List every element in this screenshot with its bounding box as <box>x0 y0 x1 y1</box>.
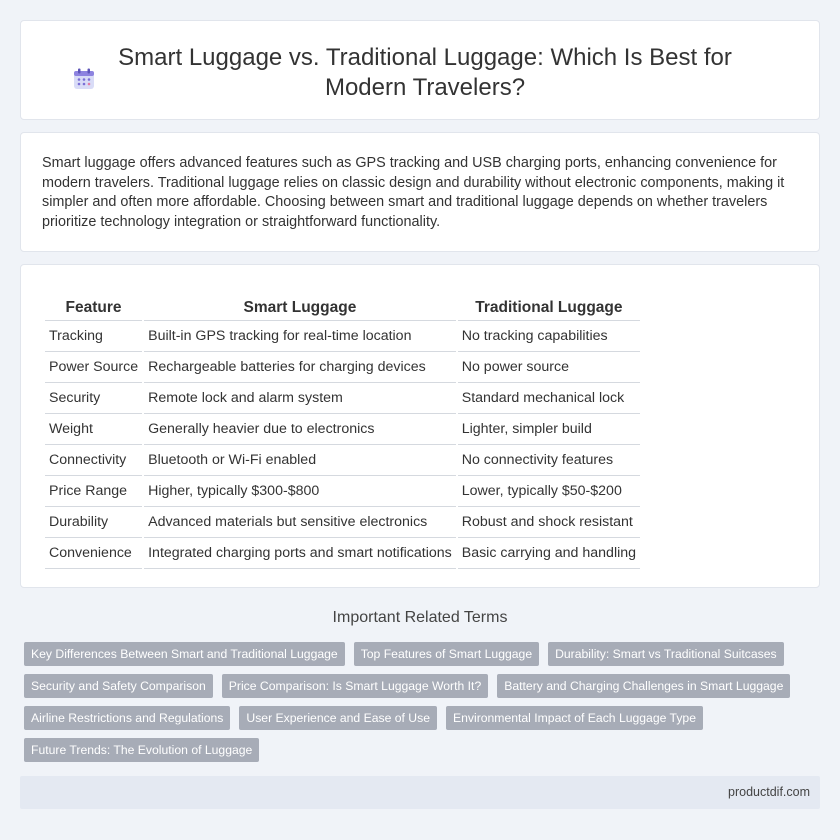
table-cell: Higher, typically $300-$800 <box>144 476 456 507</box>
table-cell: Rechargeable batteries for charging devices <box>144 352 456 383</box>
table-cell: Built-in GPS tracking for real-time location <box>144 321 456 352</box>
table-cell: Lighter, simpler build <box>458 414 640 445</box>
table-cell: Bluetooth or Wi-Fi enabled <box>144 445 456 476</box>
table-cell: Connectivity <box>45 445 142 476</box>
column-header: Smart Luggage <box>144 295 456 321</box>
table-header-row <box>45 295 640 321</box>
table-cell: Robust and shock resistant <box>458 507 640 538</box>
table-cell: Remote lock and alarm system <box>144 383 456 414</box>
table-cell: Basic carrying and handling <box>458 538 640 569</box>
comparison-table <box>43 295 642 569</box>
footer-site-link[interactable]: productdif.com <box>728 785 810 799</box>
table-row <box>45 507 640 538</box>
table-cell: Power Source <box>45 352 142 383</box>
related-term-tag[interactable]: Future Trends: The Evolution of Luggage <box>24 738 259 762</box>
header-card <box>20 20 820 120</box>
table-row <box>45 321 640 352</box>
footer <box>20 776 820 809</box>
column-header: Traditional Luggage <box>458 295 640 321</box>
related-term-tag[interactable]: Airline Restrictions and Regulations <box>24 706 230 730</box>
table-cell: Integrated charging ports and smart notifications <box>144 538 456 569</box>
related-term-tag[interactable]: Environmental Impact of Each Luggage Type <box>446 706 703 730</box>
tag-row <box>24 642 804 666</box>
tag-row <box>24 738 804 762</box>
table-row <box>45 538 640 569</box>
table-row <box>45 445 640 476</box>
table-cell: Weight <box>45 414 142 445</box>
related-terms-tags <box>24 642 804 770</box>
tag-row <box>24 706 804 730</box>
table-cell: Lower, typically $50-$200 <box>458 476 640 507</box>
tag-row <box>24 674 804 698</box>
related-terms-title: Important Related Terms <box>332 609 508 626</box>
table-cell: Durability <box>45 507 142 538</box>
table-row <box>45 352 640 383</box>
intro-text: Smart luggage offers advanced features such as GPS tracking and USB charging ports, enhancing convenience for modern travelers. Traditional luggage relies on classic design and durability without electronic components, making it simpler and often more affordable. Choosing between smart and traditional luggage depends on whether travelers prioritize technology integration or straightforward functionality. <box>42 155 785 230</box>
table-cell: Security <box>45 383 142 414</box>
related-term-tag[interactable]: Key Differences Between Smart and Traditional Luggage <box>24 642 345 666</box>
table-cell: No connectivity features <box>458 445 640 476</box>
table-cell: Advanced materials but sensitive electronics <box>144 507 456 538</box>
intro-card <box>20 132 820 252</box>
table-row <box>45 476 640 507</box>
related-term-tag[interactable]: User Experience and Ease of Use <box>239 706 437 730</box>
column-header: Feature <box>45 295 142 321</box>
table-cell: No power source <box>458 352 640 383</box>
table-row <box>45 414 640 445</box>
table-cell: Standard mechanical lock <box>458 383 640 414</box>
table-cell: Generally heavier due to electronics <box>144 414 456 445</box>
comparison-card <box>20 264 820 588</box>
related-term-tag[interactable]: Top Features of Smart Luggage <box>354 642 539 666</box>
page-title: Smart Luggage vs. Traditional Luggage: Which Is Best for Modern Travelers? <box>118 44 732 101</box>
related-term-tag[interactable]: Price Comparison: Is Smart Luggage Worth It? <box>222 674 488 698</box>
related-term-tag[interactable]: Durability: Smart vs Traditional Suitcases <box>548 642 784 666</box>
related-term-tag[interactable]: Security and Safety Comparison <box>24 674 213 698</box>
table-row <box>45 383 640 414</box>
table-cell: Tracking <box>45 321 142 352</box>
table-cell: Convenience <box>45 538 142 569</box>
table-cell: Price Range <box>45 476 142 507</box>
related-term-tag[interactable]: Battery and Charging Challenges in Smart Luggage <box>497 674 790 698</box>
table-cell: No tracking capabilities <box>458 321 640 352</box>
